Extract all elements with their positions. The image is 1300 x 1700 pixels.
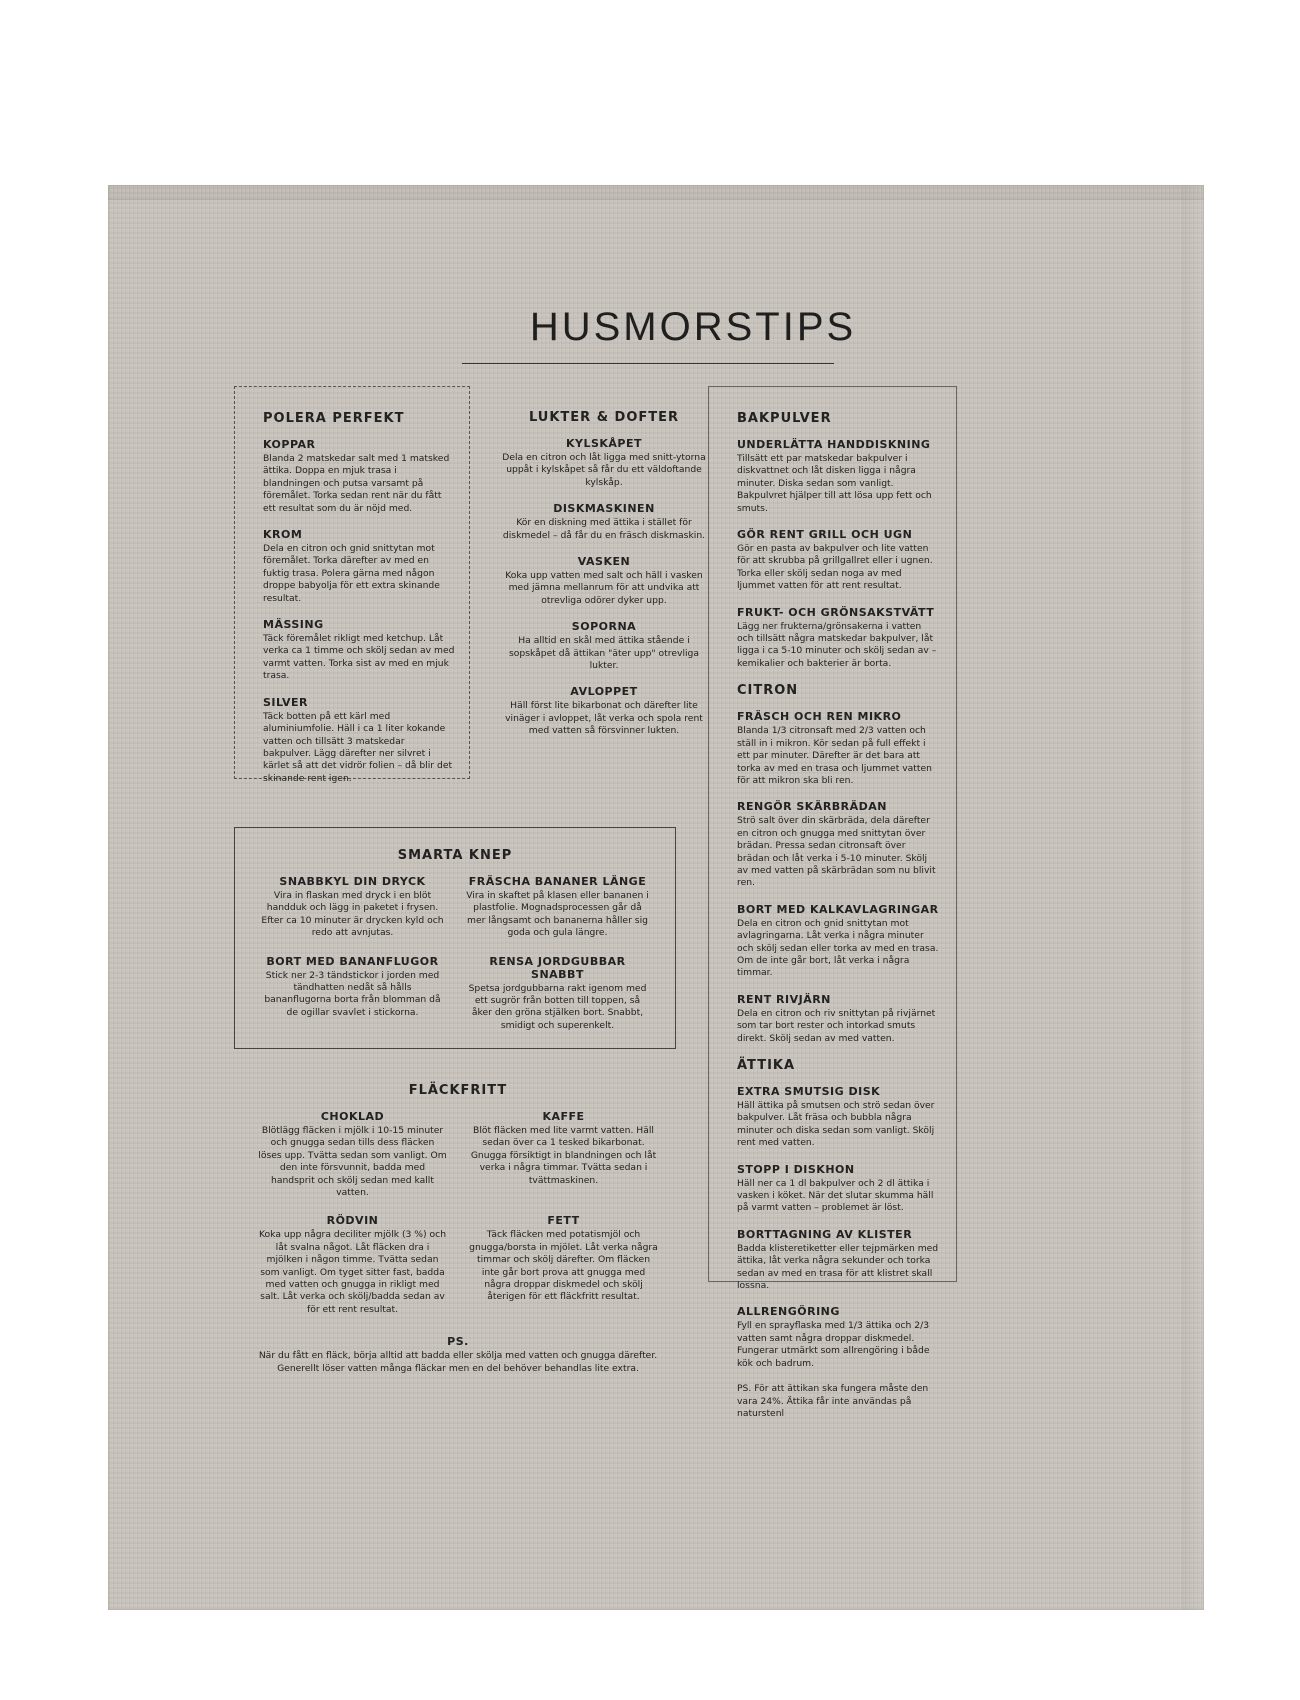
tip-title: RENSA JORDGUBBAR SNABBT	[489, 954, 626, 981]
tip-text: Koka upp vatten med salt och häll i vasken med jämna mellanrum för att undvika att otrevliga odörer dyker upp.	[505, 570, 703, 606]
tip-title: KAFFE	[542, 1110, 585, 1123]
tip-title: FRÄSCH OCH REN MIKRO	[737, 710, 902, 724]
tip-handdiskning	[737, 438, 940, 515]
ps-text: När du fått en fläck, börja alltid att badda eller skölja med vatten och gnugga därefter. Generellt löser vatten många fläckar men en del behöver behandlas lite extra.	[258, 1350, 658, 1374]
tip-vasken	[494, 555, 714, 607]
tip-title: BORTTAGNING AV KLISTER	[737, 1227, 913, 1241]
ps-title: PS.	[447, 1335, 469, 1349]
tip-massing	[263, 618, 455, 683]
tip-avloppet	[494, 685, 714, 737]
tip-text: Vira in flaskan med dryck i en blöt handduk och lägg in paketet i frysen. Efter ca 10 minuter är drycken kyld och redo att avnjutas.	[261, 890, 444, 939]
towel-hem-top	[108, 185, 1204, 200]
section-heading: POLERA PERFEKT	[263, 411, 405, 426]
section-heading: FLÄCKFRITT	[408, 1083, 508, 1098]
section-heading: SMARTA KNEP	[397, 848, 513, 863]
tip-text: Gör en pasta av bakpulver och lite vatten för att skrubba på grillgallret eller i ugnen. Torka eller skölj sedan noga av med ljummet vatten för att rent resultat.	[737, 543, 933, 592]
tip-title: BORT MED BANANFLUGOR	[266, 954, 439, 968]
section-heading-bakpulver: BAKPULVER	[737, 411, 832, 426]
towel-hem-right	[1182, 185, 1204, 1610]
tip-text: Dela en citron och låt ligga med snitt-ytorna uppåt i kylskåpet så får du ett väldoftande kylskåp.	[502, 452, 706, 488]
tip-bananer	[466, 875, 649, 953]
tip-snabbkyl	[261, 875, 444, 953]
tip-title: VASKEN	[577, 555, 631, 569]
flack-grid	[258, 1110, 658, 1331]
section-heading-citron: CITRON	[737, 683, 799, 699]
tip-title: KYLSKÅPET	[565, 437, 643, 450]
tip-diskhon	[737, 1163, 940, 1215]
tip-smutsig-disk	[737, 1085, 940, 1150]
linen-towel	[108, 185, 1204, 1610]
tip-title: KROM	[263, 528, 303, 542]
attika-ps-text: PS. För att ättikan ska fungera måste den vara 24%. Ättika får inte användas på naturstenl	[737, 1383, 929, 1419]
tip-text: Dela en citron och gnid snittytan mot föremålet. Torka därefter av med en fuktig trasa. Polera gärna med någon droppe babyolja för ett extra skinande resultat.	[263, 543, 440, 604]
tip-text: Stick ner 2-3 tändstickor i jorden med tändhatten nedåt så hålls bananflugorna borta från blomman då de ogillar svavlet i stickorna.	[264, 969, 441, 1018]
tip-text: Tillsätt ett par matskedar bakpulver i diskvattnet och låt disken ligga i några minuter. Diska sedan som vanligt. Bakpulvret hjälper till att lösa upp fett och smuts.	[737, 453, 932, 514]
tip-fruktvatt	[737, 606, 940, 671]
tip-text: Lägg ner frukterna/grönsakerna i vatten och tillsätt några matskedar bakpulver, låt ligga i ca 5-10 minuter och skölj sedan av – kemikalier och bakterier är borta.	[737, 620, 937, 669]
tip-title: DISKMASKINEN	[553, 502, 655, 516]
tip-bananflugor	[261, 955, 444, 1046]
tip-mikro	[737, 710, 940, 787]
tip-grill-ugn	[737, 528, 940, 593]
tip-fett	[469, 1214, 658, 1329]
tip-text: Blötlägg fläcken i mjölk i 10-15 minuter och gnugga sedan tills dess fläcken löses upp. Tvätta sedan som vanligt. Om den inte försvunnit, badda med handsprit och skölj sedan med kallt vatten.	[258, 1125, 447, 1199]
tip-diskmaskinen	[494, 502, 714, 542]
tip-text: Vira in skaftet på klasen eller bananen i plastfolie. Mognadsprocessen går då mer långsamt och bananerna håller sig goda och gula längre.	[466, 890, 649, 939]
tip-silver	[263, 696, 455, 785]
tip-text: Täck botten på ett kärl med aluminiumfolie. Häll i ca 1 liter kokande vatten och tillsätt 3 matskedar bakpulver. Lägg därefter ner silvret i kärlet så att det vidrör folien – då blir det skinande rent igen.	[263, 710, 453, 784]
tip-klister	[737, 1228, 940, 1293]
tip-text: Spetsa jordgubbarna rakt igenom med ett sugrör från botten till toppen, så åker den gröna stjälken bort. Snabbt, smidigt och superenkelt.	[468, 982, 647, 1031]
knep-grid	[261, 875, 649, 1047]
tip-soporna	[494, 620, 714, 672]
tip-text: Blanda 2 matskedar salt med 1 matsked ättika. Doppa en mjuk trasa i blandningen och putsa varsamt på föremålet. Torka sedan rent när du fått ett resultat som du är nöjd med.	[263, 453, 450, 514]
tip-title: SILVER	[263, 695, 309, 709]
tip-kalk	[737, 903, 940, 980]
title-underline	[462, 363, 834, 364]
tip-title: GÖR RENT GRILL OCH UGN	[737, 528, 913, 542]
tip-text: Strö salt över din skärbräda, dela därefter en citron och gnugga med snittytan över brädan. Pressa sedan citronsaft över brädan och låt verka i 5-10 minuter. Skölj av med vatten på skärbrädan som nu blivit ren.	[737, 815, 936, 889]
tip-title: AVLOPPET	[570, 685, 638, 699]
smarta-knep-section	[234, 827, 676, 1049]
tip-title: KOPPAR	[263, 438, 316, 451]
right-column-section	[708, 386, 957, 1419]
tip-title: MÄSSING	[263, 618, 324, 632]
tip-text: Täck fläcken med potatismjöl och gnugga/borsta in mjölet. Låt verka några timmar och skölj därefter. Om fläcken inte går bort prova att gnugga med några droppar diskmedel och skölj återigen för ett fläckfritt resultat.	[469, 1229, 658, 1303]
section-heading-attika: ÄTTIKA	[737, 1058, 796, 1073]
tip-text: Täck föremålet rikligt med ketchup. Låt verka ca 1 timme och skölj sedan av med varmt vatten. Torka sist av med en mjuk trasa.	[263, 633, 455, 682]
tip-kaffe	[469, 1110, 658, 1212]
tip-rivjarn	[737, 993, 940, 1045]
tip-text: Häll först lite bikarbonat och därefter lite vinäger i avloppet, låt verka och spola rent med vatten så försvinner lukten.	[505, 700, 703, 737]
tip-choklad	[258, 1110, 447, 1212]
tip-title: RENGÖR SKÄRBRÄDAN	[737, 800, 888, 814]
tip-skarbradan	[737, 800, 940, 889]
tip-text: Blöt fläcken med lite varmt vatten. Häll sedan över ca 1 tesked bikarbonat. Gnugga försiktigt in blandningen och låt verka i några timmar. Tvätta sedan i tvättmaskinen.	[470, 1125, 657, 1186]
tip-title: STOPP I DISKHON	[737, 1162, 855, 1176]
tip-text: Badda klisteretiketter eller tejpmärken med ättika, låt verka några sekunder och torka sedan av med en trasa för att klistret skall lossna.	[737, 1242, 939, 1292]
tip-title: SOPORNA	[571, 620, 637, 634]
tip-krom	[263, 528, 455, 605]
tip-title: UNDERLÄTTA HANDDISKNING	[737, 438, 931, 451]
lukter-dofter-section	[494, 386, 714, 751]
tip-title: ALLRENGÖRING	[737, 1305, 840, 1319]
tip-title: EXTRA SMUTSIG DISK	[737, 1085, 881, 1098]
tip-jordgubbar	[466, 955, 649, 1046]
tip-title: FRÄSCHA BANANER LÄNGE	[468, 875, 647, 888]
tip-text: Fyll en sprayflaska med 1/3 ättika och 2/3 vatten samt några droppar diskmedel. Fungerar utmärkt som allrengöring i både kök och badrum.	[737, 1320, 930, 1369]
section-heading: LUKTER & DOFTER	[528, 410, 680, 425]
tip-text: Ha alltid en skål med ättika stående i sopskåpet då ättikan "äter upp" otrevliga lukter.	[508, 635, 700, 672]
tip-title: FETT	[547, 1214, 580, 1228]
polera-perfekt-section	[234, 386, 470, 784]
tip-text: Koka upp några deciliter mjölk (3 %) och låt svalna något. Låt fläcken dra i mjölken i någon timme. Tvätta sedan som vanligt. Om tyget sitter fast, badda med vatten och gnugga in rikligt med salt. Låt verka och skölj/badda sedan av för ett rent resultat.	[258, 1229, 447, 1315]
tip-rodvin	[258, 1214, 447, 1329]
tip-title: FRUKT- OCH GRÖNSAKSTVÄTT	[737, 605, 935, 619]
tip-text: Dela en citron och riv snittytan på rivjärnet som tar bort rester och intorkad smuts direkt. Skölj sedan av med vatten.	[737, 1007, 936, 1044]
tip-title: SNABBKYL DIN DRYCK	[279, 875, 426, 888]
tip-text: Blanda 1/3 citronsaft med 2/3 vatten och ställ in i mikron. Kör sedan på full effekt i ett par minuter. Därefter är det bara att torka av med en trasa och ljummet vatten för att mikron ska bli ren.	[737, 725, 932, 786]
tip-text: Dela en citron och gnid snittytan mot avlagringarna. Låt verka i några minuter och skölj sedan eller torka av med en trasa. Om de inte går bort, låt verka i några timmar.	[737, 917, 939, 979]
tip-text: Häll ättika på smutsen och strö sedan över bakpulver. Låt fräsa och bubbla några minuter och diska sedan som vanligt. Skölj rent med vatten.	[737, 1100, 935, 1149]
flackfritt-section	[258, 1083, 658, 1388]
flack-ps	[258, 1335, 658, 1375]
tip-title: BORT MED KALKAVLAGRINGAR	[737, 902, 939, 916]
tip-koppar	[263, 438, 455, 515]
page-title: HUSMORSTIPS	[529, 305, 857, 349]
tip-title: RÖDVIN	[326, 1214, 379, 1228]
tip-allrengoring	[737, 1305, 940, 1370]
tip-title: RENT RIVJÄRN	[737, 992, 831, 1006]
tip-title: CHOKLAD	[320, 1110, 385, 1123]
tip-text: Kör en diskning med ättika i stället för diskmedel – då får du en fräsch diskmaskin.	[502, 517, 706, 541]
tip-kylskapet	[494, 437, 714, 489]
tip-text: Häll ner ca 1 dl bakpulver och 2 dl ättika i vasken i köket. När det slutar skumma häll på varmt vatten – problemet är löst.	[737, 1177, 934, 1214]
